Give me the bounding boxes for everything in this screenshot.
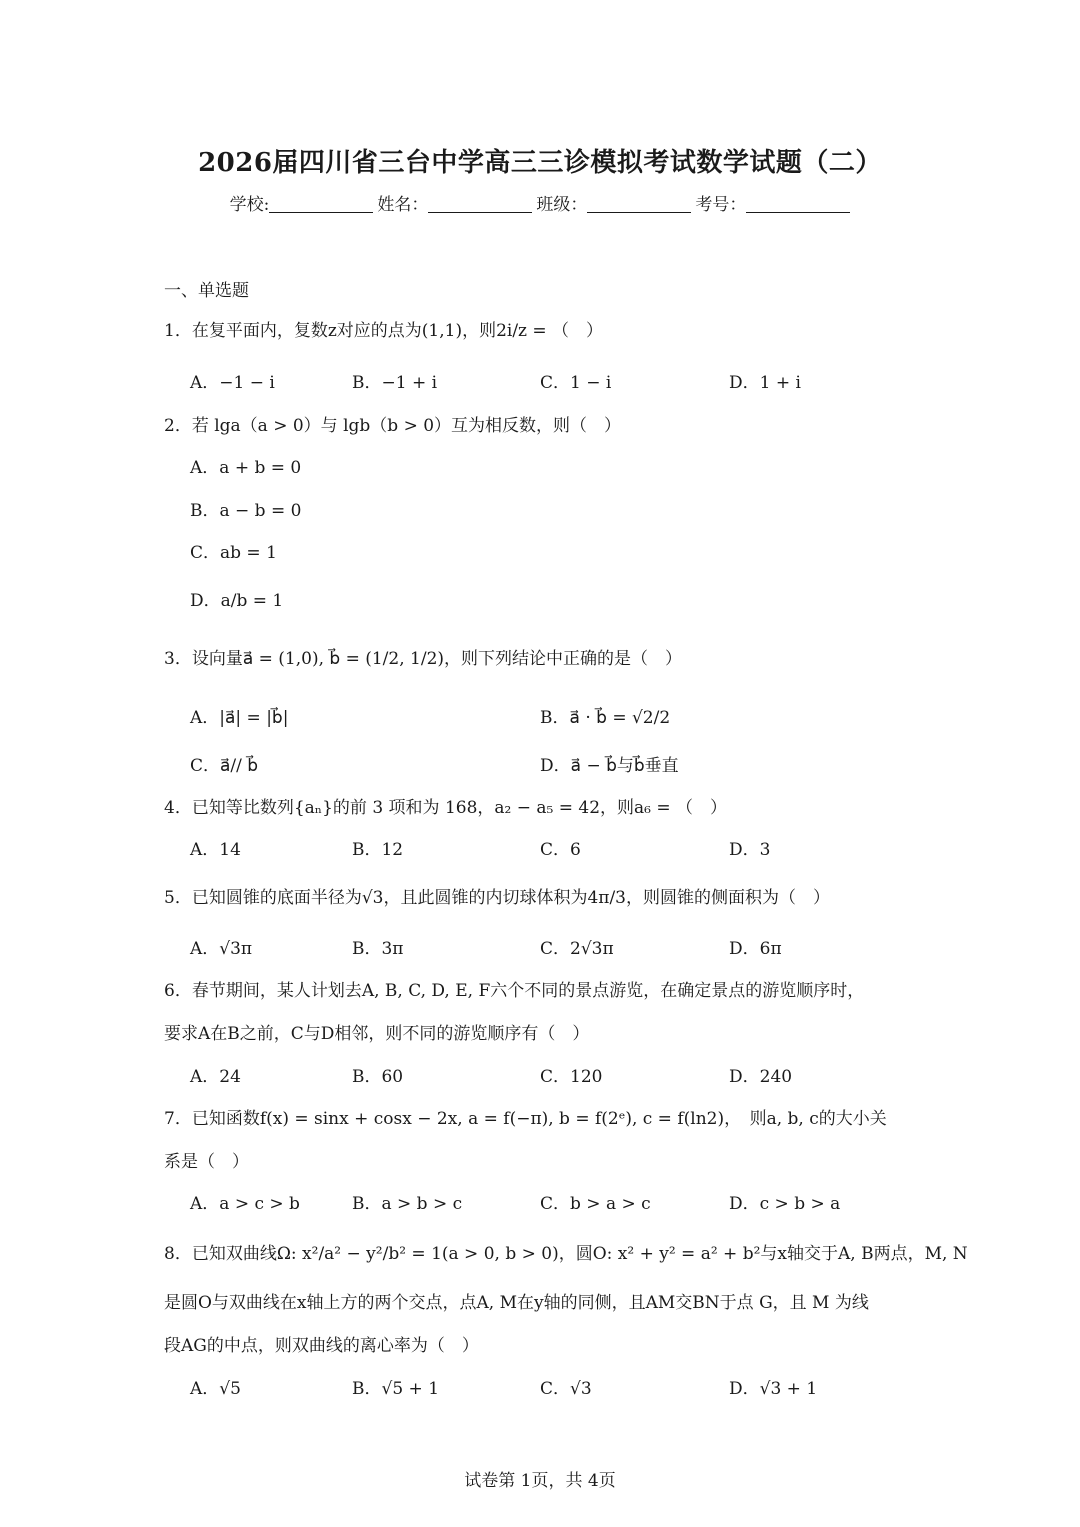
- question-4-option-a: A．14: [190, 840, 241, 860]
- class-label: 班级：: [536, 195, 588, 215]
- question-7-stem: 7．已知函数f(x) = sinx + cosx − 2x, a = f(−π), b = f(2ᵉ), c = f(ln2)， 则a, b, c的大小关: [164, 1109, 887, 1129]
- school-label: 学校:: [229, 195, 270, 215]
- question-3-option-a: A．|a⃗| = |b⃗|: [190, 708, 289, 728]
- question-5-option-b: B．3π: [352, 939, 404, 959]
- question-4-stem: 4．已知等比数列{aₙ}的前 3 项和为 168，a₂ − a₅ = 42，则a₆ = （ ）: [164, 798, 728, 818]
- question-2-option-b: B．a − b = 0: [190, 501, 302, 521]
- question-2-stem: 2．若 lga（a > 0）与 lgb（b > 0）互为相反数，则（ ）: [164, 416, 622, 436]
- question-8-stem: 8．已知双曲线Ω: x²/a² − y²/b² = 1(a > 0, b > 0)，圆O: x² + y² = a² + b²与x轴交于A, B两点，M, N: [164, 1244, 968, 1264]
- question-5-option-d: D．6π: [729, 939, 782, 959]
- question-2-option-c: C．ab = 1: [190, 543, 277, 563]
- question-3-option-d: D．a⃗ − b⃗与b⃗垂直: [540, 756, 679, 776]
- question-3-stem: 3．设向量a⃗ = (1,0), b⃗ = (1/2, 1/2)，则下列结论中正确的是（ ）: [164, 649, 683, 669]
- question-2-option-a: A．a + b = 0: [190, 458, 302, 478]
- page-title: 2026届四川省三台中学高三三诊模拟考试数学试题（二）: [198, 148, 882, 178]
- question-2-option-d: D．a/b = 1: [190, 591, 284, 611]
- question-6-stem: 6．春节期间，某人计划去A, B, C, D, E, F六个不同的景点游览，在确定景点的游览顺序时，: [164, 981, 865, 1001]
- student-info-line: [0, 190, 1080, 215]
- number-blank: [746, 194, 850, 213]
- question-8-stem-line-3: 段AG的中点，则双曲线的离心率为（ ）: [164, 1336, 479, 1356]
- question-5-option-c: C．2√3π: [540, 939, 614, 959]
- question-1-option-a: A．−1 − i: [190, 373, 275, 393]
- number-label: 考号：: [695, 195, 747, 215]
- question-4-option-c: C．6: [540, 840, 581, 860]
- question-1-stem: 1．在复平面内，复数z对应的点为(1,1)，则2i/z = （ ）: [164, 321, 604, 341]
- question-8-option-c: C．√3: [540, 1379, 592, 1399]
- question-7-option-b: B．a > b > c: [352, 1194, 463, 1214]
- question-5-option-a: A．√3π: [190, 939, 253, 959]
- question-7-option-c: C．b > a > c: [540, 1194, 651, 1214]
- question-6-option-b: B．60: [352, 1067, 404, 1087]
- question-6-option-a: A．24: [190, 1067, 241, 1087]
- question-7-option-a: A．a > c > b: [190, 1194, 300, 1214]
- question-1-option-d: D．1 + i: [729, 373, 801, 393]
- question-3-option-b: B．a⃗ · b⃗ = √2/2: [540, 708, 671, 728]
- question-6-stem-line-2: 要求A在B之前，C与D相邻，则不同的游览顺序有（ ）: [164, 1024, 590, 1044]
- question-6-option-d: D．240: [729, 1067, 793, 1087]
- question-6-option-c: C．120: [540, 1067, 603, 1087]
- question-5-stem: 5．已知圆锥的底面半径为√3，且此圆锥的内切球体积为4π/3，则圆锥的侧面积为（ ）: [164, 888, 830, 908]
- question-3-option-c: C．a⃗// b⃗: [190, 756, 259, 776]
- question-7-option-d: D．c > b > a: [729, 1194, 841, 1214]
- section-heading: 一、单选题: [164, 281, 249, 301]
- page-footer: 试卷第 1页，共 4页: [464, 1471, 616, 1491]
- question-4-option-d: D．3: [729, 840, 771, 860]
- question-4-option-b: B．12: [352, 840, 404, 860]
- name-blank: [428, 194, 532, 213]
- question-8-option-a: A．√5: [190, 1379, 241, 1399]
- question-7-stem-line-2: 系是（ ）: [164, 1152, 249, 1172]
- class-blank: [587, 194, 691, 213]
- question-1-option-c: C．1 − i: [540, 373, 612, 393]
- question-8-option-d: D．√3 + 1: [729, 1379, 818, 1399]
- question-8-option-b: B．√5 + 1: [352, 1379, 440, 1399]
- name-label: 姓名：: [377, 195, 429, 215]
- question-1-option-b: B．−1 + i: [352, 373, 438, 393]
- school-blank: [269, 194, 373, 213]
- question-8-stem-line-2: 是圆O与双曲线在x轴上方的两个交点，点A, M在y轴的同侧，且AM交BN于点 G，且 M 为线: [164, 1293, 869, 1313]
